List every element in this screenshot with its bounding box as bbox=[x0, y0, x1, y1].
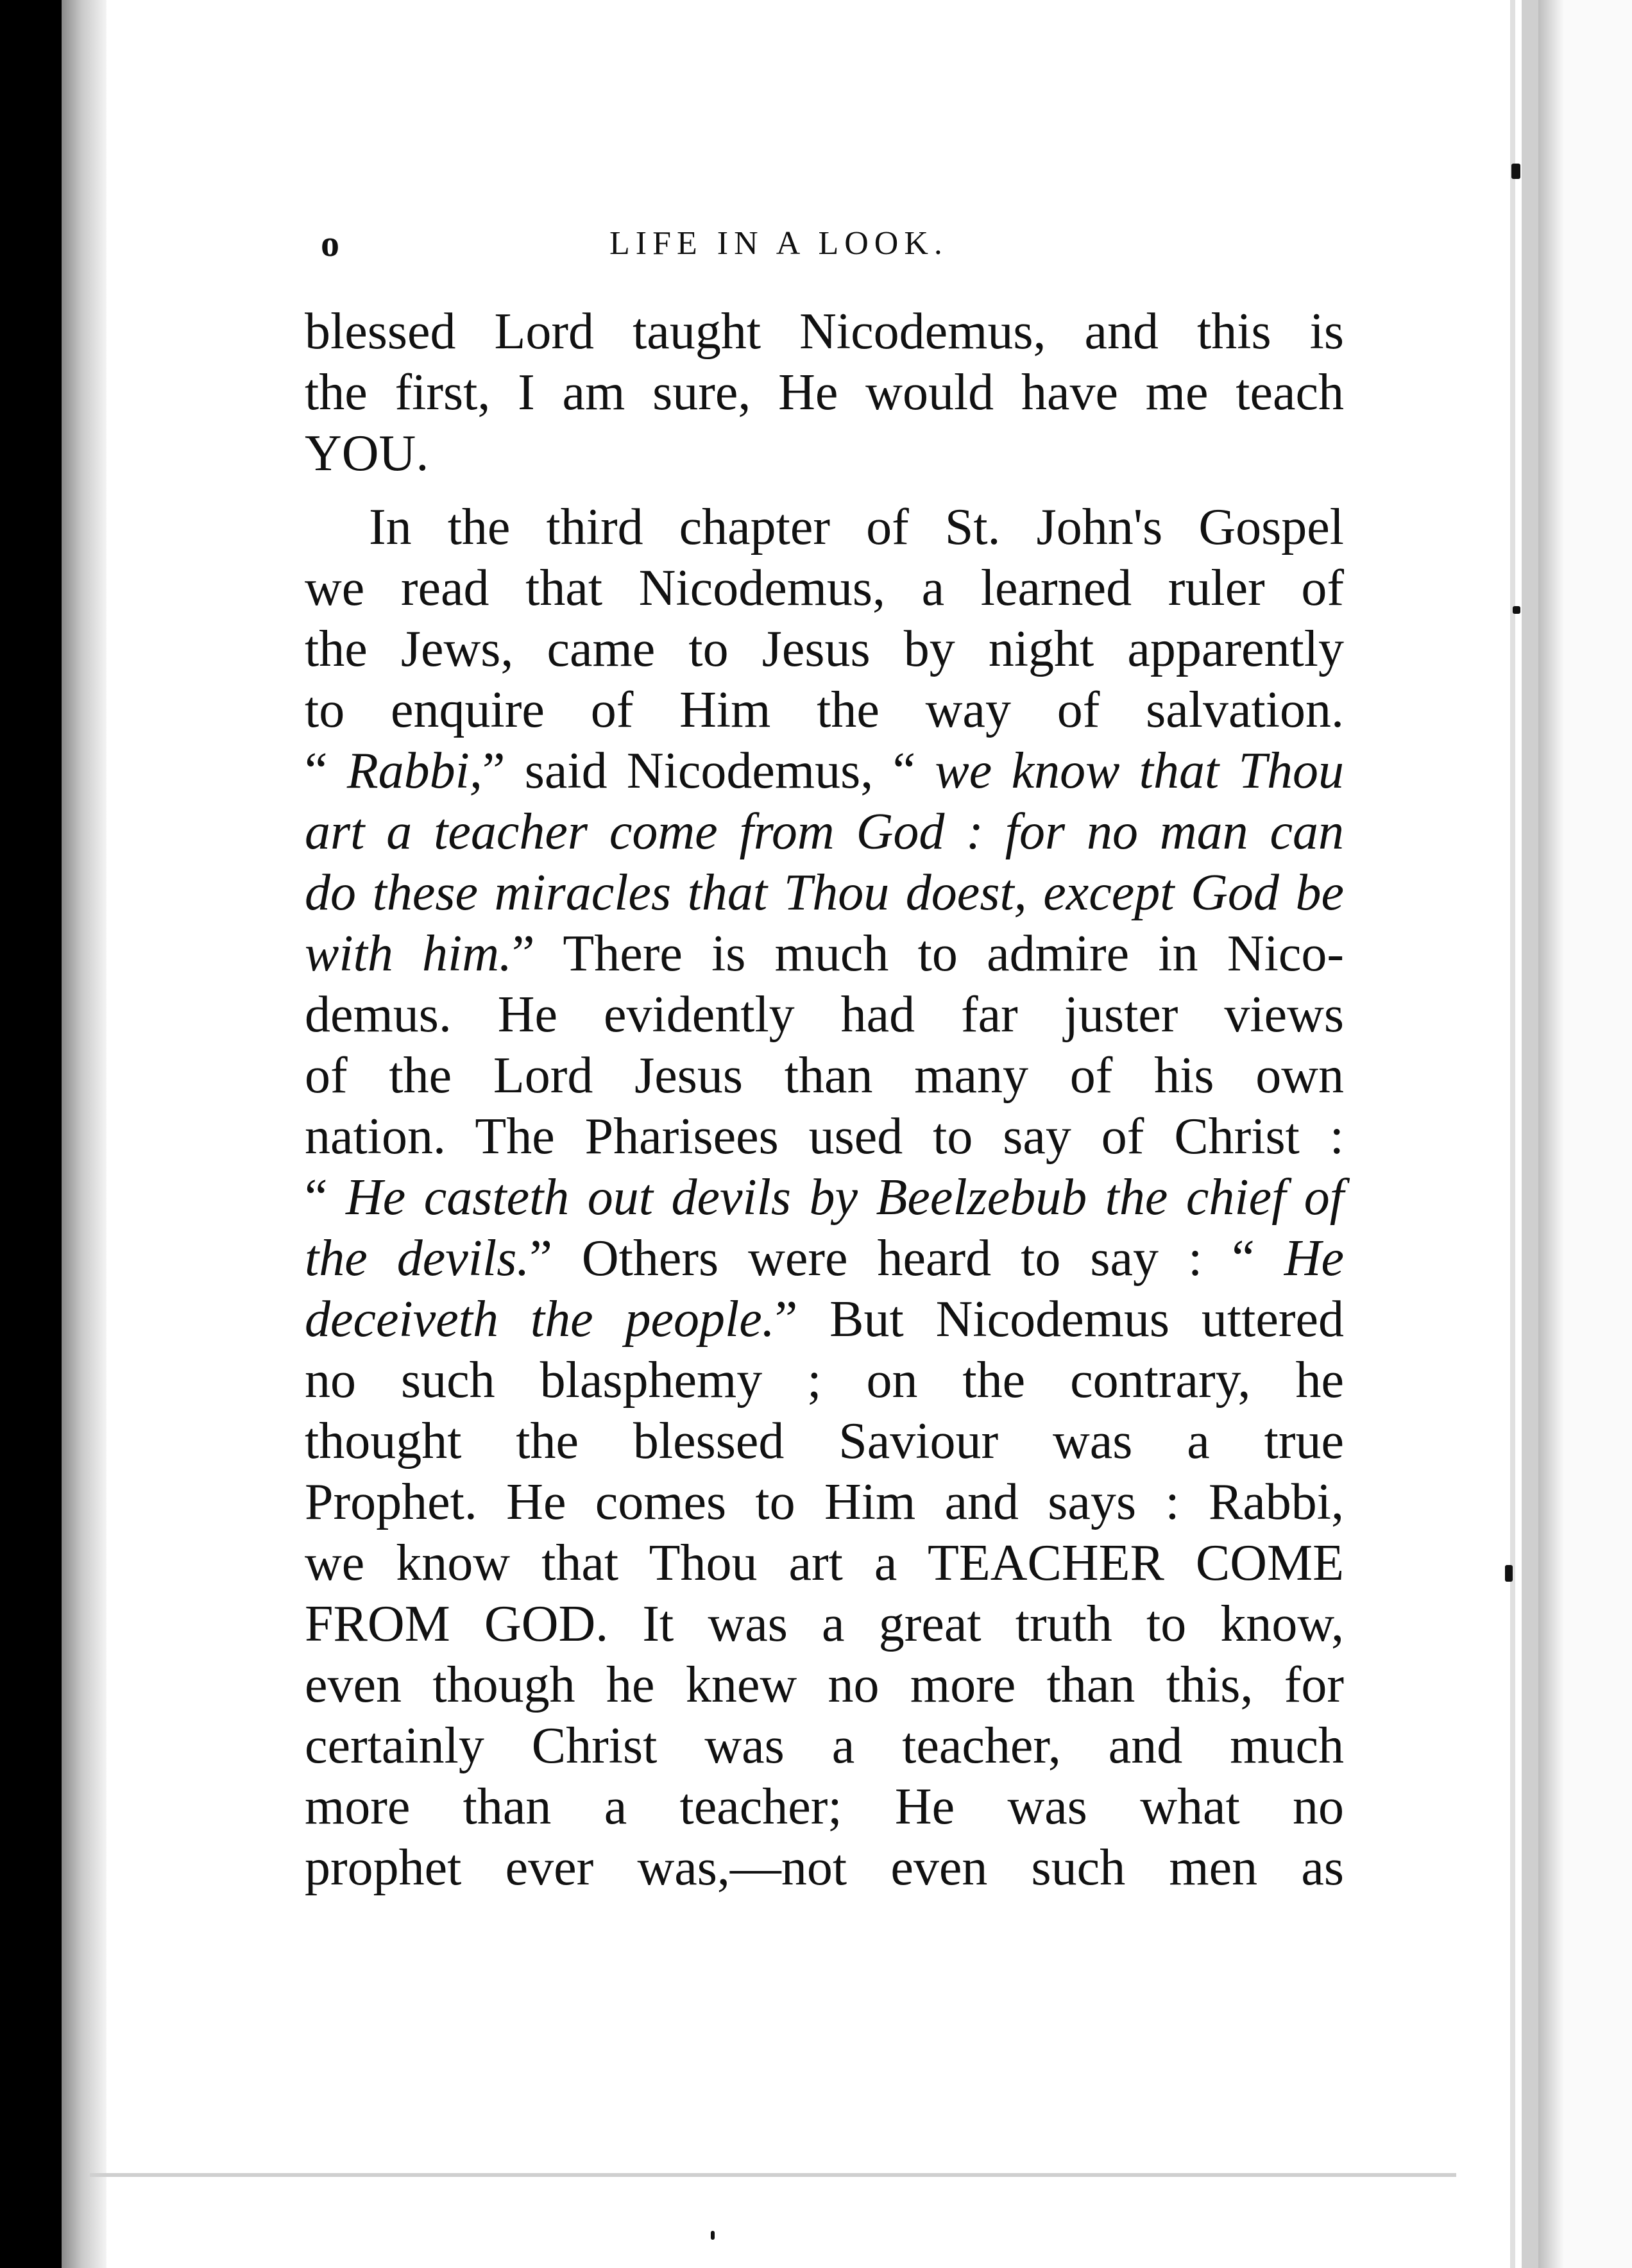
text-line bbox=[305, 741, 1344, 802]
text-line bbox=[305, 863, 1344, 924]
text-line: no such blasphemy ; on the contrary, he bbox=[305, 1352, 1344, 1409]
text-run: ” said Nicodemus, “ bbox=[482, 743, 935, 799]
text-line: certainly Christ was a teacher, and much bbox=[305, 1718, 1344, 1774]
text-line bbox=[305, 1167, 1344, 1228]
text-line bbox=[305, 1289, 1344, 1350]
text-line: to enquire of Him the way of salvation. bbox=[305, 682, 1344, 738]
scan-speck bbox=[1505, 1565, 1513, 1582]
text-line: we read that Nicodemus, a learned ruler of bbox=[305, 560, 1344, 616]
text-line: the first, I am sure, He would have me teach bbox=[305, 364, 1344, 421]
body-text bbox=[305, 301, 1344, 1899]
text-line: thought the blessed Saviour was a true bbox=[305, 1413, 1344, 1469]
text-line bbox=[305, 924, 1344, 985]
text-run: “ bbox=[305, 743, 347, 799]
italic-run: we know that Thou bbox=[935, 743, 1344, 799]
running-title: LIFE IN A LOOK. bbox=[609, 225, 948, 262]
italic-run: deceiveth the people. bbox=[305, 1291, 775, 1348]
text-line: the Jews, came to Jesus by night apparently bbox=[305, 621, 1344, 677]
text-run: ” Others were heard to say : “ bbox=[529, 1230, 1284, 1287]
text-line: even though he knew no more than this, for bbox=[305, 1657, 1344, 1713]
italic-run: with him. bbox=[305, 926, 513, 982]
scan-speck bbox=[1513, 606, 1520, 614]
text-line: Prophet. He comes to Him and says : Rabbi, bbox=[305, 1474, 1344, 1530]
italic-run: He casteth out devils by Beelzebub the chief of bbox=[345, 1169, 1344, 1226]
text-run: ” There is much to admire in Nico- bbox=[512, 926, 1345, 982]
text-line: of the Lord Jesus than many of his own bbox=[305, 1047, 1344, 1104]
text-line: blessed Lord taught Nicodemus, and this is bbox=[305, 303, 1344, 360]
text-line: we know that Thou art a TEACHER COME bbox=[305, 1535, 1344, 1591]
italic-run: do these miracles that Thou doest, except God be bbox=[305, 865, 1344, 921]
italic-run: Rabbi, bbox=[346, 743, 482, 799]
scan-speck bbox=[1511, 164, 1520, 179]
page-edge bbox=[1522, 0, 1538, 2268]
text-line: demus. He evidently had far juster views bbox=[305, 986, 1344, 1043]
text-line: more than a teacher; He was what no bbox=[305, 1779, 1344, 1835]
text-run: “ bbox=[305, 1169, 346, 1226]
facing-page-shade bbox=[1538, 0, 1564, 2268]
page-header bbox=[0, 218, 1632, 269]
text-line bbox=[305, 1228, 1344, 1289]
italic-run: He bbox=[1284, 1230, 1344, 1287]
text-line bbox=[305, 802, 1344, 863]
text-line: YOU. bbox=[305, 425, 429, 482]
italic-run: art a teacher come from God : for no man can bbox=[305, 804, 1344, 860]
page-number: o bbox=[321, 223, 341, 264]
binding-shadow bbox=[62, 0, 106, 2268]
italic-run: the devils. bbox=[305, 1230, 530, 1287]
text-line: FROM GOD. It was a great truth to know, bbox=[305, 1596, 1344, 1652]
text-run: ” But Nicodemus uttered bbox=[774, 1291, 1344, 1348]
scan-speck bbox=[711, 2231, 715, 2240]
text-line: nation. The Pharisees used to say of Christ : bbox=[305, 1108, 1344, 1165]
page-edge-inner bbox=[1510, 0, 1515, 2268]
text-line: prophet ever was,—not even such men as bbox=[305, 1840, 1344, 1896]
text-line: In the third chapter of St. John's Gospel bbox=[369, 499, 1344, 555]
page-bottom-edge bbox=[90, 2173, 1456, 2177]
